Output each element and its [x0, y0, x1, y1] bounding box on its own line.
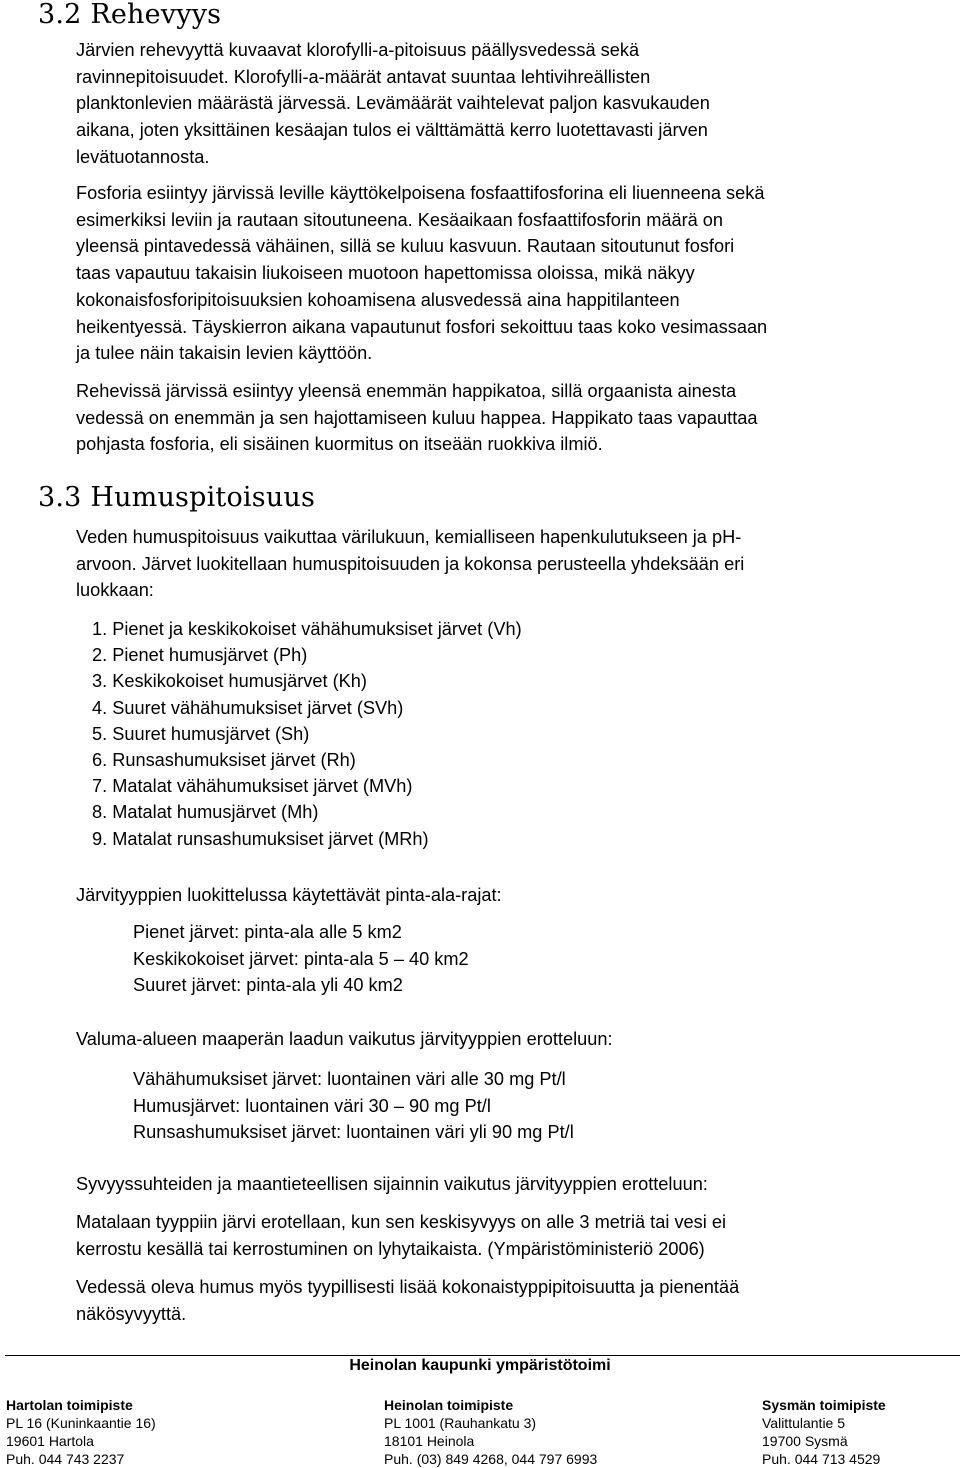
office-address: PL 16 (Kuninkaantie 16) — [6, 1415, 156, 1431]
text-line: arvoon. Järvet luokitellaan humuspitoisuuden ja kokonsa perusteella yhdeksään eri — [76, 553, 745, 574]
paragraph-phosphorus — [76, 180, 958, 367]
office-name: Sysmän toimipiste — [762, 1397, 886, 1413]
section-heading-humuspitoisuus: 3.3 Humuspitoisuus — [38, 482, 316, 513]
office-sysma — [762, 1396, 886, 1468]
area-limits-list — [133, 919, 469, 999]
office-hartola — [6, 1396, 156, 1468]
list-item: 5. Suuret humusjärvet (Sh) — [92, 723, 310, 744]
text-line: vedessä on enemmän ja sen hajottamiseen kuluu happea. Happikato taas vapauttaa — [76, 407, 758, 428]
list-item: Humusjärvet: luontainen väri 30 – 90 mg Pt/l — [133, 1095, 491, 1116]
text-line: yleensä pintavedessä vähäinen, sillä se kuluu kasvuun. Rautaan sitoutunut fosfori — [76, 236, 735, 257]
text-line: Vedessä oleva humus myös tyypillisesti lisää kokonaistyppipitoisuutta ja pienentää — [76, 1277, 740, 1297]
paragraph-depth — [76, 1209, 958, 1262]
text-line: kerrostu kesällä tai kerrostuminen on lyhytaikaista. (Ympäristöministeriö 2006) — [76, 1238, 705, 1259]
list-item: Suuret järvet: pinta-ala yli 40 km2 — [133, 975, 403, 995]
list-item: 1. Pienet ja keskikokoiset vähähumuksiset järvet (Vh) — [92, 619, 522, 639]
list-item: Pienet järvet: pinta-ala alle 5 km2 — [133, 922, 402, 942]
text-line: Fosforia esiintyy järvissä leville käyttökelpoisena fosfaattifosforina eli liuenneena sekä — [76, 183, 765, 203]
lake-class-list — [92, 616, 522, 852]
office-address: Valittulantie 5 — [762, 1415, 846, 1431]
text-line: heikentyessä. Täyskierron aikana vapautunut fosfori sekoittuu taas koko vesimassaan — [76, 316, 768, 337]
text-line: näkösyvyyttä. — [76, 1303, 187, 1324]
text-line: taas vapautuu takaisin liukoiseen muotoon hapettomissa oloissa, mikä näkyy — [76, 263, 695, 284]
office-phone: Puh. 044 713 4529 — [762, 1451, 881, 1467]
paragraph-chlorophyll — [76, 37, 958, 171]
list-item: Runsashumuksiset järvet: luontainen väri yli 90 mg Pt/l — [133, 1122, 574, 1142]
text-line: ja tulee näin takaisin levien käyttöön. — [76, 343, 373, 364]
section-heading-rehevyys: 3.2 Rehevyys — [38, 0, 222, 30]
list-item: 2. Pienet humusjärvet (Ph) — [92, 645, 308, 666]
soil-heading: Valuma-alueen maaperän laadun vaikutus järvityyppien erotteluun: — [76, 1029, 613, 1049]
text-line: ravinnepitoisuudet. Klorofylli-a-määrät antavat suuntaa lehtivihreällisten — [76, 66, 651, 87]
office-postcode: 19601 Hartola — [6, 1433, 94, 1449]
office-postcode: 18101 Heinola — [384, 1433, 475, 1449]
depth-heading: Syvyyssuhteiden ja maantieteellisen sijainnin vaikutus järvityyppien erotteluun: — [76, 1174, 708, 1194]
list-item: 3. Keskikokoiset humusjärvet (Kh) — [92, 671, 367, 692]
text-line: levätuotannosta. — [76, 146, 210, 167]
list-item: 7. Matalat vähähumuksiset järvet (MVh) — [92, 776, 413, 797]
text-line: kokonaisfosforipitoisuuksien kohoamisena alusvedessä aina happitilanteen — [76, 289, 680, 310]
list-item: 6. Runsashumuksiset järvet (Rh) — [92, 750, 356, 771]
paragraph-oxygen-depletion — [76, 378, 958, 458]
list-item: 4. Suuret vähähumuksiset järvet (SVh) — [92, 697, 404, 718]
footer-divider — [5, 1355, 960, 1356]
footer-title: Heinolan kaupunki ympäristötoimi — [349, 1357, 611, 1374]
list-item: 9. Matalat runsashumuksiset järvet (MRh) — [92, 828, 429, 849]
paragraph-humus-nitrogen — [76, 1274, 958, 1327]
office-phone: Puh. 044 743 2237 — [6, 1451, 125, 1467]
text-line: Rehevissä järvissä esiintyy yleensä enemmän happikatoa, sillä orgaanista ainesta — [76, 381, 737, 401]
paragraph-humus-intro — [76, 524, 958, 604]
text-line: Matalaan tyyppiin järvi erotellaan, kun sen keskisyvyys on alle 3 metriä tai vesi ei — [76, 1212, 726, 1232]
soil-limits-list — [133, 1066, 574, 1146]
area-limits-heading: Järvityyppien luokittelussa käytettävät pinta-ala-rajat: — [76, 885, 502, 905]
list-item: 8. Matalat humusjärvet (Mh) — [92, 802, 319, 823]
office-heinola — [384, 1396, 597, 1468]
office-name: Hartolan toimipiste — [6, 1397, 133, 1413]
text-line: Veden humuspitoisuus vaikuttaa värilukuun, kemialliseen hapenkulutukseen ja pH- — [76, 527, 742, 547]
list-item: Vähähumuksiset järvet: luontainen väri alle 30 mg Pt/l — [133, 1069, 566, 1089]
office-address: PL 1001 (Rauhankatu 3) — [384, 1415, 537, 1431]
office-postcode: 19700 Sysmä — [762, 1433, 848, 1449]
office-name: Heinolan toimipiste — [384, 1397, 514, 1413]
text-line: esimerkiksi leviin ja rautaan sitoutuneena. Kesäaikaan fosfaattifosforin määrä on — [76, 209, 724, 230]
list-item: Keskikokoiset järvet: pinta-ala 5 – 40 km2 — [133, 948, 469, 969]
text-line: aikana, joten yksittäinen kesäajan tulos ei välttämättä kerro luotettavasti järven — [76, 120, 708, 141]
text-line: luokkaan: — [76, 580, 154, 601]
text-line: planktonlevien määrästä järvessä. Levämäärät vaihtelevat paljon kasvukauden — [76, 93, 710, 114]
office-phone: Puh. (03) 849 4268, 044 797 6993 — [384, 1451, 598, 1467]
text-line: pohjasta fosforia, eli sisäinen kuormitus on itseään ruokkiva ilmiö. — [76, 434, 603, 455]
text-line: Järvien rehevyyttä kuvaavat klorofylli-a-pitoisuus päällysvedessä sekä — [76, 40, 640, 60]
